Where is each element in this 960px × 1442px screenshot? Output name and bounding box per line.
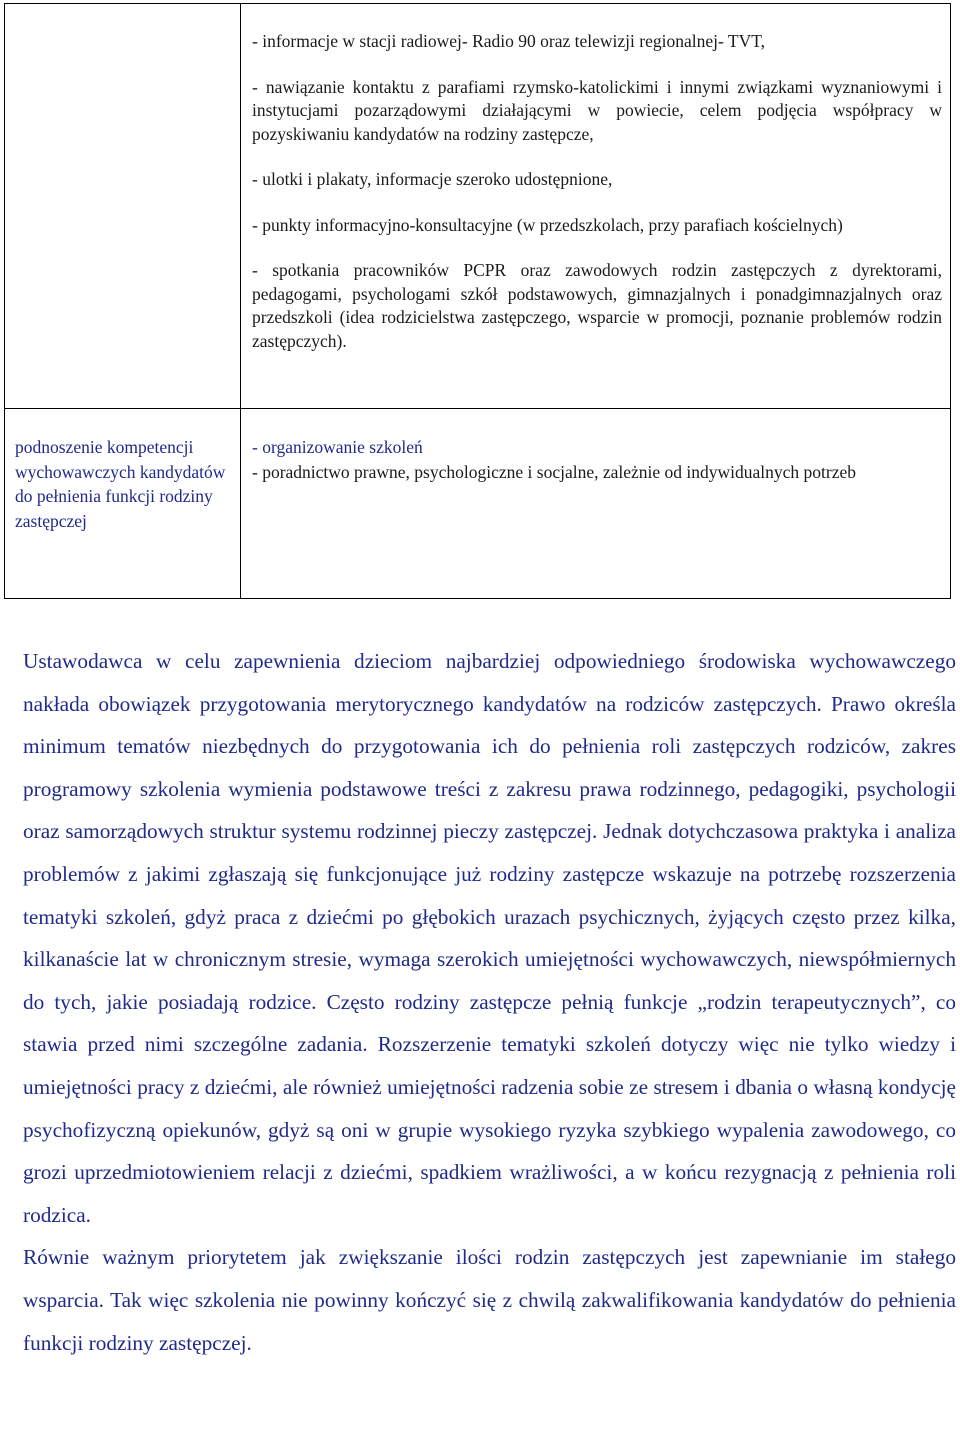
- paragraph-segment: Tak więc szkolenia nie powinny kończyć się z chwilą zakwalifikowania kandydatów do pełnienia funkcji rodziny zastępczej.: [23, 1287, 956, 1355]
- paragraph: [23, 1236, 956, 1364]
- paragraph-segment: Ustawodawca w celu zapewnienia dzieciom najbardziej odpowiedniego środowiska wychowawczego nakłada obowiązek przygotowania merytorycznego kandydatów na rodziców zastępczych.: [23, 649, 956, 716]
- list-item: - punkty informacyjno-konsultacyjne (w przedszkolach, przy parafiach kościelnych): [252, 214, 843, 235]
- paragraph-segment: Równie ważnym priorytetem jak zwiększanie ilości rodzin zastępczych jest zapewnianie im stałego wsparcia.: [23, 1245, 956, 1312]
- paragraph: [23, 640, 956, 1236]
- list-item: - ulotki i plakaty, informacje szeroko udostępnione,: [252, 169, 613, 189]
- list-item: - informacje w stacji radiowej- Radio 90 oraz telewizji regionalnej- TVT,: [252, 31, 765, 51]
- paragraph-segment: Często rodziny zastępcze pełnią funkcje „rodzin terapeutycznych”, co stawia przed nimi szczególne zadania.: [23, 989, 956, 1057]
- list-item: - nawiązanie kontaktu z parafiami rzymsko-katolickimi i innymi związkami wyznaniowymi i instytucjami pozarządowymi działającymi w powiecie, celem podjęcia współpracy w pozyskiwaniu kandydatów na rodziny zastępcze,: [252, 76, 942, 144]
- table-cell-actions: [241, 409, 951, 599]
- list-item: - spotkania pracowników PCPR oraz zawodowych rodzin zastępczych z dyrektorami, pedagogami, psychologami szkół podstawowych, gimnazjalnych i ponadgimnazjalnych oraz przedszkoli (idea rodzicielstwa zastępczego, wsparcie w promocji, poznanie problemów rodzin zastępczych).: [252, 260, 942, 351]
- list-item: - organizowanie szkoleń: [252, 437, 423, 457]
- paragraph-segment: Prawo określa minimum tematów niezbędnych do przygotowania ich do pełnienia roli zastępczych rodziców, zakres programowy szkolenia wymienia podstawowe treści z zakresu prawa rodzinnego, pedagogiki, psychologii oraz samorządowych struktur systemu rodzinnej pieczy zastępczej.: [23, 691, 956, 844]
- goal-text: podnoszenie kompetencji wychowawczych kandydatów do pełnienia funkcji rodziny zastępczej: [15, 437, 226, 531]
- paragraph-segment: Jednak dotychczasowa praktyka i analiza problemów z jakimi zgłaszają się funkcjonujące już rodziny zastępcze wskazuje na potrzebę rozszerzenia tematyki szkoleń, gdyż praca z dziećmi po głębokich urazach psychicznych, żyjących często przez kilka, kilkanaście lat w chronicznym stresie, wymaga szerokich umiejętności wychowawczych, niewspółmiernych do tych, jakie posiadają rodzice.: [23, 819, 956, 1014]
- table-cell-goal: [5, 409, 241, 599]
- paragraph-segment: Rozszerzenie tematyki szkoleń dotyczy więc nie tylko wiedzy i umiejętności pracy z dziećmi, ale również umiejętności radzenia sobie ze stresem i dbania o własną kondycję psychofizyczną opiekunów, gdyż są oni w grupie wysokiego ryzyka szybkiego wypalenia zawodowego, co grozi uprzedmiotowieniem relacji z dziećmi, spadkiem wrażliwości, a w końcu rezygnacją z pełnienia roli rodzica.: [23, 1032, 956, 1227]
- measures-table: [4, 3, 951, 599]
- table-row: [5, 4, 951, 409]
- table-cell-goal: [5, 4, 241, 409]
- table-row: [5, 409, 951, 599]
- body-text: [23, 640, 956, 1364]
- goal-text: [5, 4, 240, 30]
- table-cell-actions: [241, 4, 951, 409]
- list-item: - poradnictwo prawne, psychologiczne i socjalne, zależnie od indywidualnych potrzeb: [252, 461, 857, 482]
